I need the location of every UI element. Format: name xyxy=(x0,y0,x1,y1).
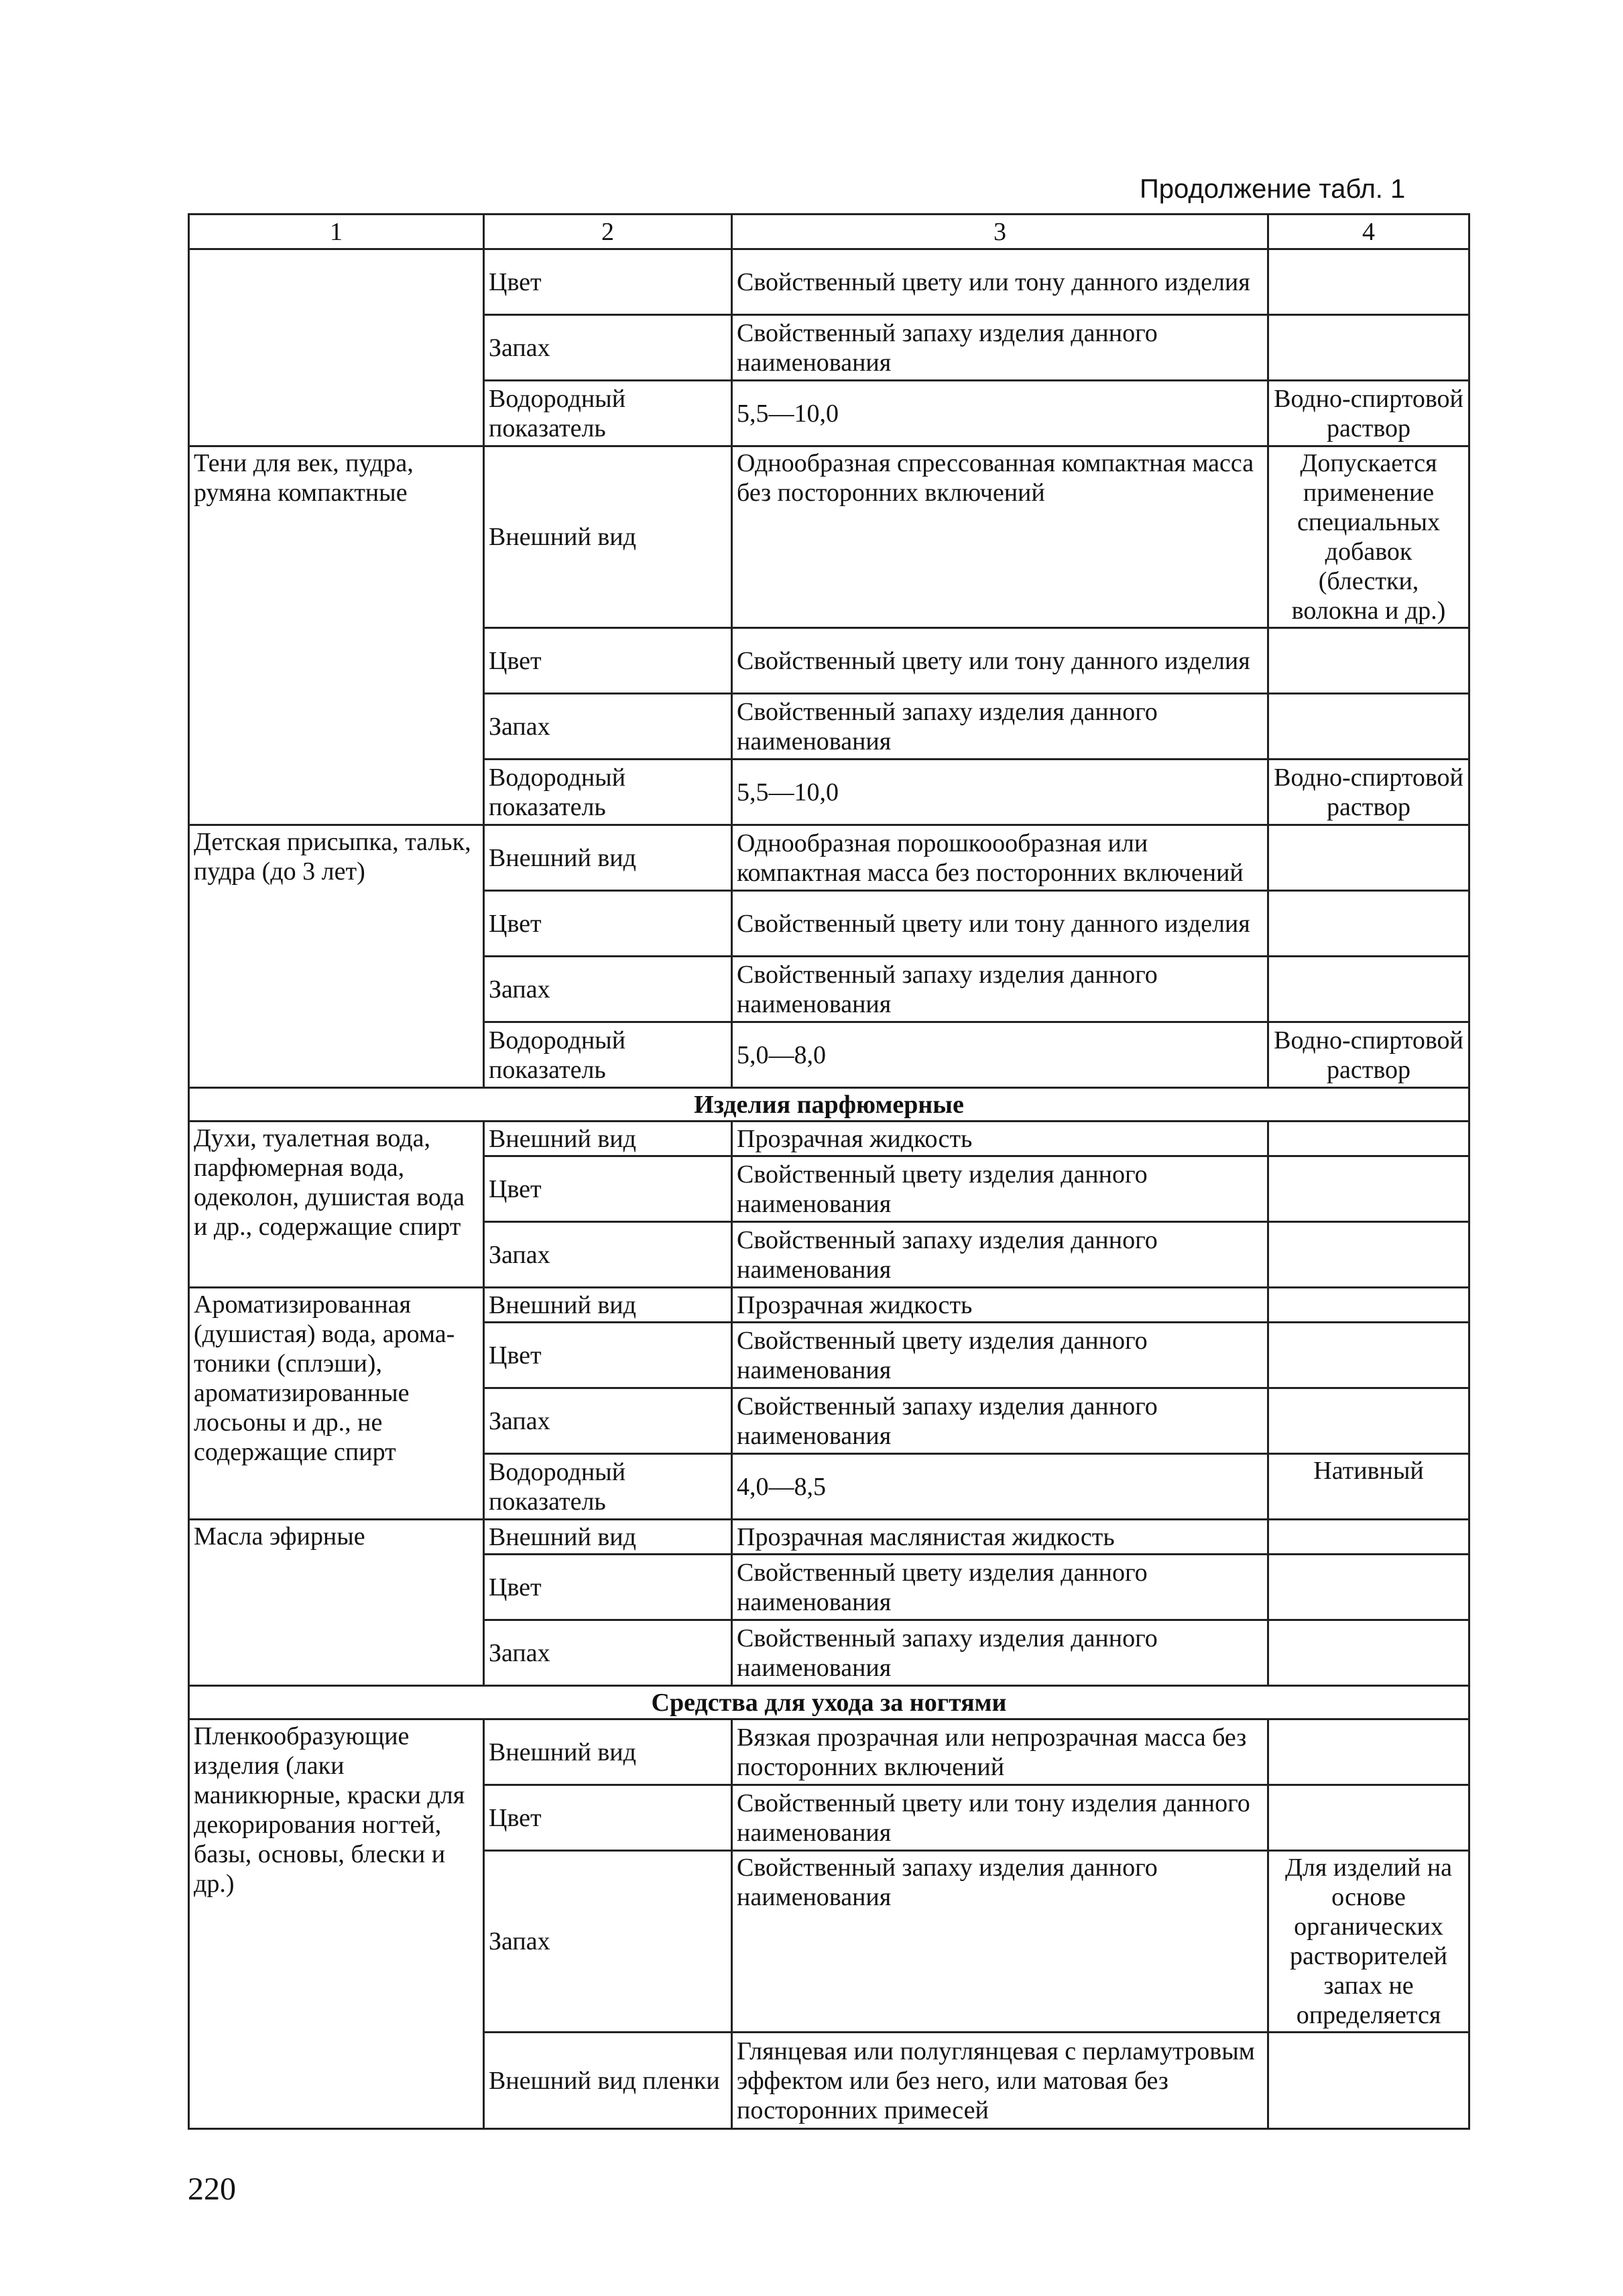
param-cell: Запах xyxy=(484,1620,732,1686)
param-cell: Цвет xyxy=(484,628,732,694)
param-cell: Запах xyxy=(484,315,732,381)
requirement-cell: Свойственный запаху изделия данного наименования xyxy=(732,1620,1268,1686)
param-cell: Цвет xyxy=(484,891,732,957)
requirements-table xyxy=(188,213,1470,2130)
param-cell: Водородный показатель xyxy=(484,760,732,825)
note-cell xyxy=(1268,694,1469,760)
param-cell: Внешний вид xyxy=(484,825,732,891)
requirement-cell: Свойственный цвету или тону данного изделия xyxy=(732,891,1268,957)
param-cell: Запах xyxy=(484,1851,732,2033)
note-cell: Водно-спиртовой раствор xyxy=(1268,1022,1469,1088)
note-cell: Водно-спиртовой раствор xyxy=(1268,381,1469,446)
requirement-cell: 4,0—8,5 xyxy=(732,1454,1268,1520)
requirement-cell: Однообразная порошкоообразная или компактная масса без посторонних включений xyxy=(732,825,1268,891)
note-cell xyxy=(1268,1785,1469,1851)
param-cell: Водородный показатель xyxy=(484,1022,732,1088)
note-cell xyxy=(1268,628,1469,694)
note-cell xyxy=(1268,1620,1469,1686)
note-cell xyxy=(1268,1388,1469,1454)
requirement-cell: Прозрачная маслянистая жидкость xyxy=(732,1520,1268,1555)
requirement-cell: Вязкая прозрачная или непрозрачная масса без посторонних включений xyxy=(732,1719,1268,1785)
requirement-cell: Свойственный цвету изделия данного наименования xyxy=(732,1156,1268,1222)
requirement-cell: Свойственный цвету или тону данного изделия xyxy=(732,628,1268,694)
note-cell xyxy=(1268,1555,1469,1620)
table-row xyxy=(189,1520,1469,1555)
note-cell xyxy=(1268,825,1469,891)
requirement-cell: Свойственный запаху изделия данного наименования xyxy=(732,694,1268,760)
note-cell xyxy=(1268,891,1469,957)
requirement-cell: Свойственный запаху изделия данного наименования xyxy=(732,957,1268,1022)
requirement-cell: Свойственный запаху изделия данного наименования xyxy=(732,315,1268,381)
note-cell: Нативный xyxy=(1268,1454,1469,1520)
document-page xyxy=(188,213,1468,2130)
table-row xyxy=(189,249,1469,315)
requirement-cell: 5,5—10,0 xyxy=(732,381,1268,446)
table-header-row xyxy=(189,215,1469,249)
param-cell: Цвет xyxy=(484,1555,732,1620)
note-cell xyxy=(1268,1323,1469,1388)
requirement-cell: 5,0—8,0 xyxy=(732,1022,1268,1088)
product-cell: Духи, туалетная вода, парфюмерная вода, одеколон, душистая вода и др., содержащие спирт xyxy=(189,1122,484,1288)
requirement-cell: Свойственный цвету или тону изделия данного наименования xyxy=(732,1785,1268,1851)
param-cell: Внешний вид xyxy=(484,1520,732,1555)
requirement-cell: Свойственный цвету изделия данного наименования xyxy=(732,1555,1268,1620)
param-cell: Внешний вид xyxy=(484,446,732,628)
table-row xyxy=(189,446,1469,628)
requirement-cell: Свойственный запаху изделия данного наименования xyxy=(732,1222,1268,1288)
note-cell xyxy=(1268,315,1469,381)
param-cell: Цвет xyxy=(484,1785,732,1851)
note-cell xyxy=(1268,2033,1469,2129)
product-cell xyxy=(189,249,484,446)
note-cell xyxy=(1268,1122,1469,1156)
table-row xyxy=(189,1288,1469,1323)
note-cell: Водно-спиртовой раствор xyxy=(1268,760,1469,825)
note-cell xyxy=(1268,1156,1469,1222)
param-cell: Запах xyxy=(484,1222,732,1288)
note-cell xyxy=(1268,249,1469,315)
header-cell: 2 xyxy=(484,215,732,249)
header-cell: 4 xyxy=(1268,215,1469,249)
table-row xyxy=(189,825,1469,891)
requirement-cell: Свойственный цвету или тону данного изделия xyxy=(732,249,1268,315)
section-title: Изделия парфюмерные xyxy=(189,1088,1469,1122)
table-row xyxy=(189,1719,1469,1785)
param-cell: Водородный показатель xyxy=(484,1454,732,1520)
param-cell: Запах xyxy=(484,1388,732,1454)
note-cell: Допускается применение специальных добавок (блестки, волокна и др.) xyxy=(1268,446,1469,628)
note-cell xyxy=(1268,1719,1469,1785)
section-row xyxy=(189,1686,1469,1719)
param-cell: Внешний вид xyxy=(484,1122,732,1156)
note-cell: Для изделий на основе органических растворителей запах не определяется xyxy=(1268,1851,1469,2033)
param-cell: Запах xyxy=(484,694,732,760)
param-cell: Внешний вид xyxy=(484,1288,732,1323)
product-cell: Детская присыпка, тальк, пудра (до 3 лет) xyxy=(189,825,484,1088)
param-cell: Цвет xyxy=(484,1156,732,1222)
product-cell: Ароматизированная (душистая) вода, арома-тоники (сплэши), ароматизированные лосьоны и др., не содержащие спирт xyxy=(189,1288,484,1520)
header-cell: 3 xyxy=(732,215,1268,249)
param-cell: Водородный показатель xyxy=(484,381,732,446)
section-row xyxy=(189,1088,1469,1122)
requirement-cell: Свойственный запаху изделия данного наименования xyxy=(732,1851,1268,2033)
note-cell xyxy=(1268,1222,1469,1288)
param-cell: Внешний вид xyxy=(484,1719,732,1785)
requirement-cell: Прозрачная жидкость xyxy=(732,1122,1268,1156)
table-row xyxy=(189,1122,1469,1156)
product-cell: Масла эфирные xyxy=(189,1520,484,1686)
param-cell: Цвет xyxy=(484,1323,732,1388)
requirement-cell: Однообразная спрессованная компактная масса без посторонних включений xyxy=(732,446,1268,628)
requirement-cell: Свойственный запаху изделия данного наименования xyxy=(732,1388,1268,1454)
header-cell: 1 xyxy=(189,215,484,249)
requirement-cell: Прозрачная жидкость xyxy=(732,1288,1268,1323)
note-cell xyxy=(1268,957,1469,1022)
note-cell xyxy=(1268,1520,1469,1555)
requirement-cell: Глянцевая или полуглянцевая с перламутровым эффектом или без него, или матовая без посторонних примесей xyxy=(732,2033,1268,2129)
section-title: Средства для ухода за ногтями xyxy=(189,1686,1469,1719)
param-cell: Внешний вид пленки xyxy=(484,2033,732,2129)
product-cell: Тени для век, пудра, румяна компактные xyxy=(189,446,484,825)
param-cell: Цвет xyxy=(484,249,732,315)
table-caption: Продолжение табл. 1 xyxy=(1140,174,1406,204)
page-number: 220 xyxy=(188,2171,236,2207)
requirement-cell: Свойственный цвету изделия данного наименования xyxy=(732,1323,1268,1388)
requirement-cell: 5,5—10,0 xyxy=(732,760,1268,825)
note-cell xyxy=(1268,1288,1469,1323)
product-cell: Пленкообразующие изделия (лаки маникюрные, краски для декорирования ногтей, базы, основы, блески и др.) xyxy=(189,1719,484,2129)
param-cell: Запах xyxy=(484,957,732,1022)
